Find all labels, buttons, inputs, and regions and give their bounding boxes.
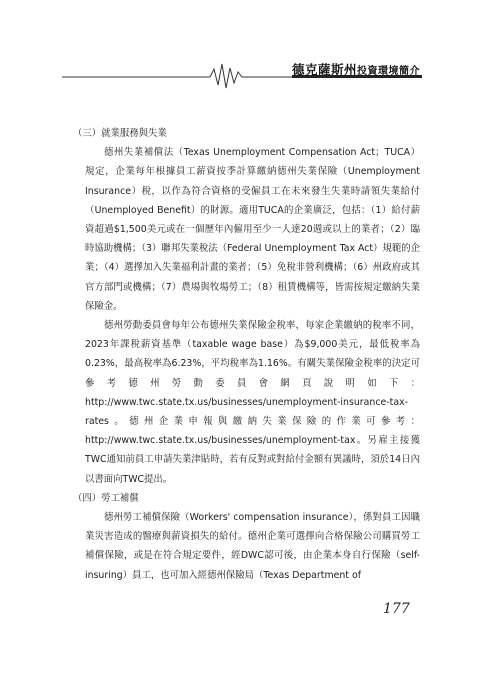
paragraph: 德州勞動委員會每年公布德州失業保險金稅率，每家企業繳納的稅率不同，2023年課稅薪資基準（taxable wage base）為$9,000美元，最低稅率為0.23%，最高稅率為6.23%，平均稅率為1.16%。有關失業保險金稅率的決定可參考德州勞動委員會網頁說明如下：http://www.twc.state.tx.us/businesses/unemployment-insurance-tax-rates。德州企業申報與繳納失業保險的作業可參考：http://www.twc.state.tx.us/businesses/unemployment-tax。另雇主接獲TWC通知前員工申請失業津貼時，若有反對或對給付金額有異議時，須於14日內以書面向TWC提出。 xyxy=(85,320,420,485)
page-number: 177 xyxy=(383,601,410,617)
paragraph: 德州失業補償法（Texas Unemployment Compensation Act；TUCA）規定，企業每年根據員工薪資按季計算繳納德州失業保險（Unemployment Insurance）稅，以作為符合資格的受僱員工在未來發生失業時請領失業給付（Unemployed Benefit）的財源。適用TUCA的企業廣泛，包括：（1）給付薪資超過$1,500美元或在一個歷年內僱用至少一人達20週或以上的業者；（2）臨時協助機構；（3）聯邦失業稅法（Federal Unemployment Tax Act）規範的企業；（4）選擇加入失業福利計畫的業者；（5）免稅非營利機構；（6）州政府或其官方部門或機構；（7）農場與牧場勞工；（8）租賃機構等，皆需按規定繳納失業保險金。 xyxy=(85,147,420,312)
document-body xyxy=(73,124,420,585)
header-title xyxy=(292,60,420,78)
page-header xyxy=(0,58,480,92)
section-heading: （四）勞工補償 xyxy=(73,492,139,504)
header-title-main: 德克薩斯州 xyxy=(291,62,357,77)
header-title-sub: 投資環境簡介 xyxy=(357,66,420,77)
section-heading: （三）就業服務與失業 xyxy=(73,128,167,139)
section-employment xyxy=(73,124,420,489)
section-workers-comp xyxy=(73,489,420,585)
paragraph: 德州勞工補償保險（Workers' compensation insurance），係對員工因職業災害造成的醫療與薪資損失的給付。德州企業可選擇向合格保險公司購買勞工補償保險，或是在符合規定要件，經DWC認可後，由企業本身自行保險（self-insuring）員工，也可加入經德州保險局（Texas Department of xyxy=(85,512,420,581)
